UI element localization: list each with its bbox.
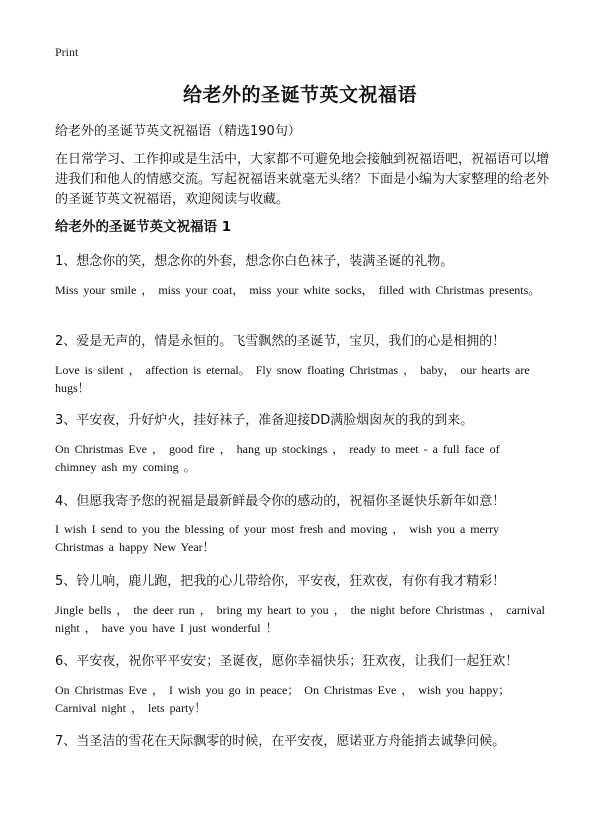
entry-2-english: Love is silent ， affection is eternal。 Fly snow floating Christmas ， baby， our hearts are hugs！ [55,363,530,395]
section-heading: 给老外的圣诞节英文祝福语 1 [55,219,232,235]
entry-5-chinese: 5、铃儿响，鹿儿跑，把我的心儿带给你，平安夜，狂欢夜，有你有我才精彩！ [55,574,506,589]
entry-7-chinese: 7、当圣洁的雪花在天际飘零的时候，在平安夜，愿诺亚方舟能捎去诚挚问候。 [55,734,506,749]
entry-4-chinese: 4、但愿我寄予您的祝福是最新鲜最令你的感动的，祝福你圣诞快乐新年如意！ [55,494,506,509]
entry-4-english: I wish I send to you the blessing of your most fresh and moving ， wish you a merry Christmas a happy New Year！ [55,522,499,554]
entry-2-chinese: 2、爱是无声的，情是永恒的。飞雪飘然的圣诞节，宝贝，我们的心是相拥的！ [55,334,506,349]
entry-6-chinese: 6、平安夜，祝你平平安安；圣诞夜，愿你幸福快乐；狂欢夜，让我们一起狂欢！ [55,654,519,669]
print-label[interactable]: Print [55,45,79,59]
entry-3-chinese: 3、平安夜，升好炉火，挂好袜子，准备迎接DD满脸烟囱灰的我的到来。 [55,413,474,428]
entry-1-english: Miss your smile ， miss your coat， miss your white socks， filled with Christmas presents。 [55,283,541,297]
entry-3-english: On Christmas Eve ， good fire ， hang up stockings ， ready to meet - a full face of chimney ash my coming 。 [55,442,500,474]
page-title: 给老外的圣诞节英文祝福语 [182,84,417,106]
entry-1-chinese: 1、想念你的笑，想念你的外套，想念你白色袜子，装满圣诞的礼物。 [55,254,454,269]
entry-5-english: Jingle bells ， the deer run ， bring my heart to you ， the night before Christmas ， carnival night ， have you have I just wonderful ！ [55,603,545,635]
document-subtitle: 给老外的圣诞节英文祝福语（精选190句） [55,124,301,139]
entry-6-english: On Christmas Eve ， I wish you go in peace； On Christmas Eve ， wish you happy； Carnival night ， lets party！ [55,683,511,715]
intro-paragraph: 在日常学习、工作抑或是生活中，大家都不可避免地会接触到祝福语吧，祝福语可以增进我们和他人的情感交流。写起祝福语来就毫无头绪？下面是小编为大家整理的给老外的圣诞节英文祝福语，欢迎阅读与收藏。 [55,152,550,207]
